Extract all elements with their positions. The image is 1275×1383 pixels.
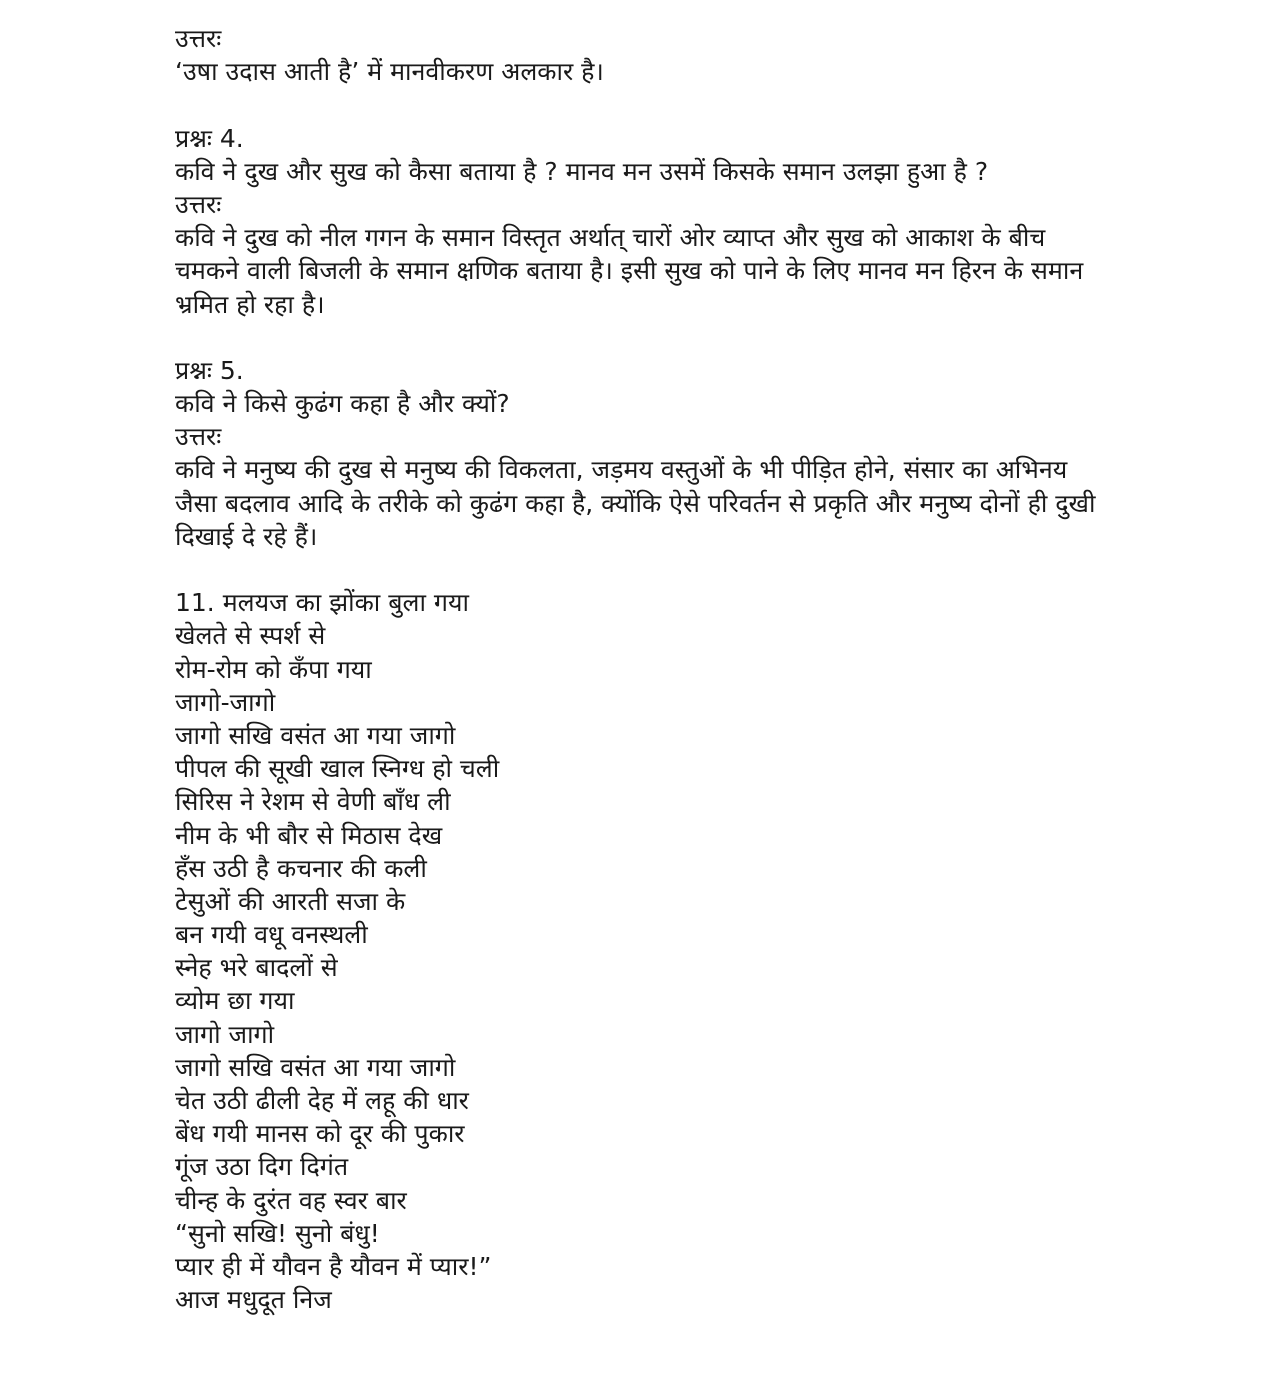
question-label: प्रश्नः 4. — [175, 123, 244, 153]
document-body — [175, 22, 1175, 1316]
poem-line: पीपल की सूखी खाल स्निग्ध हो चली — [175, 754, 500, 784]
poem-line: बेंध गयी मानस को दूर की पुकार — [175, 1119, 465, 1149]
answer-text: ‘उषा उदास आती है’ में मानवीकरण अलकार है। — [175, 57, 604, 87]
answer-label: उत्तरः — [175, 24, 222, 53]
poem-line: नीम के भी बौर से मिठास देख — [175, 820, 443, 850]
poem-line: “सुनो सखि! सुनो बंधु! — [175, 1218, 380, 1248]
poem-line: व्योम छा गया — [175, 986, 295, 1016]
answer-label: उत्तरः — [175, 189, 222, 219]
poem-line: स्नेह भरे बादलों से — [175, 953, 338, 983]
poem-line: जागो जागो — [175, 1019, 275, 1049]
poem-line: प्यार ही में यौवन है यौवन में प्यार!” — [175, 1251, 492, 1281]
poem-line: चेत उठी ढीली देह में लहू की धार — [175, 1086, 469, 1115]
poem-line: हँस उठी है कचनार की कली — [175, 853, 427, 883]
paragraph-gap — [175, 321, 1175, 354]
paragraph-gap — [175, 88, 1175, 121]
answer-text: दिखाई दे रहे हैं। — [175, 521, 318, 551]
poem-line: जागो-जागो — [175, 687, 276, 717]
answer-text: कवि ने मनुष्य की दुख से मनुष्य की विकलता, जड़मय वस्तुओं के भी पीड़ित होने, संसार का अभिनय — [175, 455, 1068, 485]
question-text: कवि ने किसे कुढंग कहा है और क्यों? — [175, 389, 510, 419]
poem-line: रोम-रोम को कँपा गया — [175, 654, 372, 684]
poem-line: खेलते से स्पर्श से — [175, 621, 326, 651]
answer-label: उत्तरः — [175, 422, 222, 452]
poem-line: 11. मलयज का झोंका बुला गया — [175, 588, 469, 618]
poem-line: जागो सखि वसंत आ गया जागो — [175, 1052, 456, 1082]
poem-line: बन गयी वधू वनस्थली — [175, 920, 368, 950]
poem-line: टेसुओं की आरती सजा के — [175, 886, 406, 916]
answer-text: भ्रमित हो रहा है। — [175, 289, 325, 319]
poem-line: सिरिस ने रेशम से वेणी बाँध ली — [175, 787, 451, 817]
question-label: प्रश्नः 5. — [175, 355, 244, 385]
paragraph-gap — [175, 553, 1175, 586]
question-text: कवि ने दुख और सुख को कैसा बताया है ? मानव मन उसमें किसके समान उलझा हुआ है ? — [175, 156, 989, 186]
poem-line: गूंज उठा दिग दिगंत — [175, 1152, 349, 1182]
answer-text: जैसा बदलाव आदि के तरीके को कुढंग कहा है, क्योंकि ऐसे परिवर्तन से प्रकृति और मनुष्य दोनों ही दुखी — [175, 488, 1096, 518]
answer-text: चमकने वाली बिजली के समान क्षणिक बताया है। इसी सुख को पाने के लिए मानव मन हिरन के समान — [175, 256, 1084, 286]
poem-line: आज मधुदूत निज — [175, 1285, 332, 1315]
poem-line: चीन्ह के दुरंत वह स्वर बार — [175, 1185, 407, 1215]
answer-text: कवि ने दुख को नील गगन के समान विस्तृत अर्थात् चारों ओर व्याप्त और सुख को आकाश के बीच — [175, 223, 1046, 253]
poem-line: जागो सखि वसंत आ गया जागो — [175, 720, 456, 750]
